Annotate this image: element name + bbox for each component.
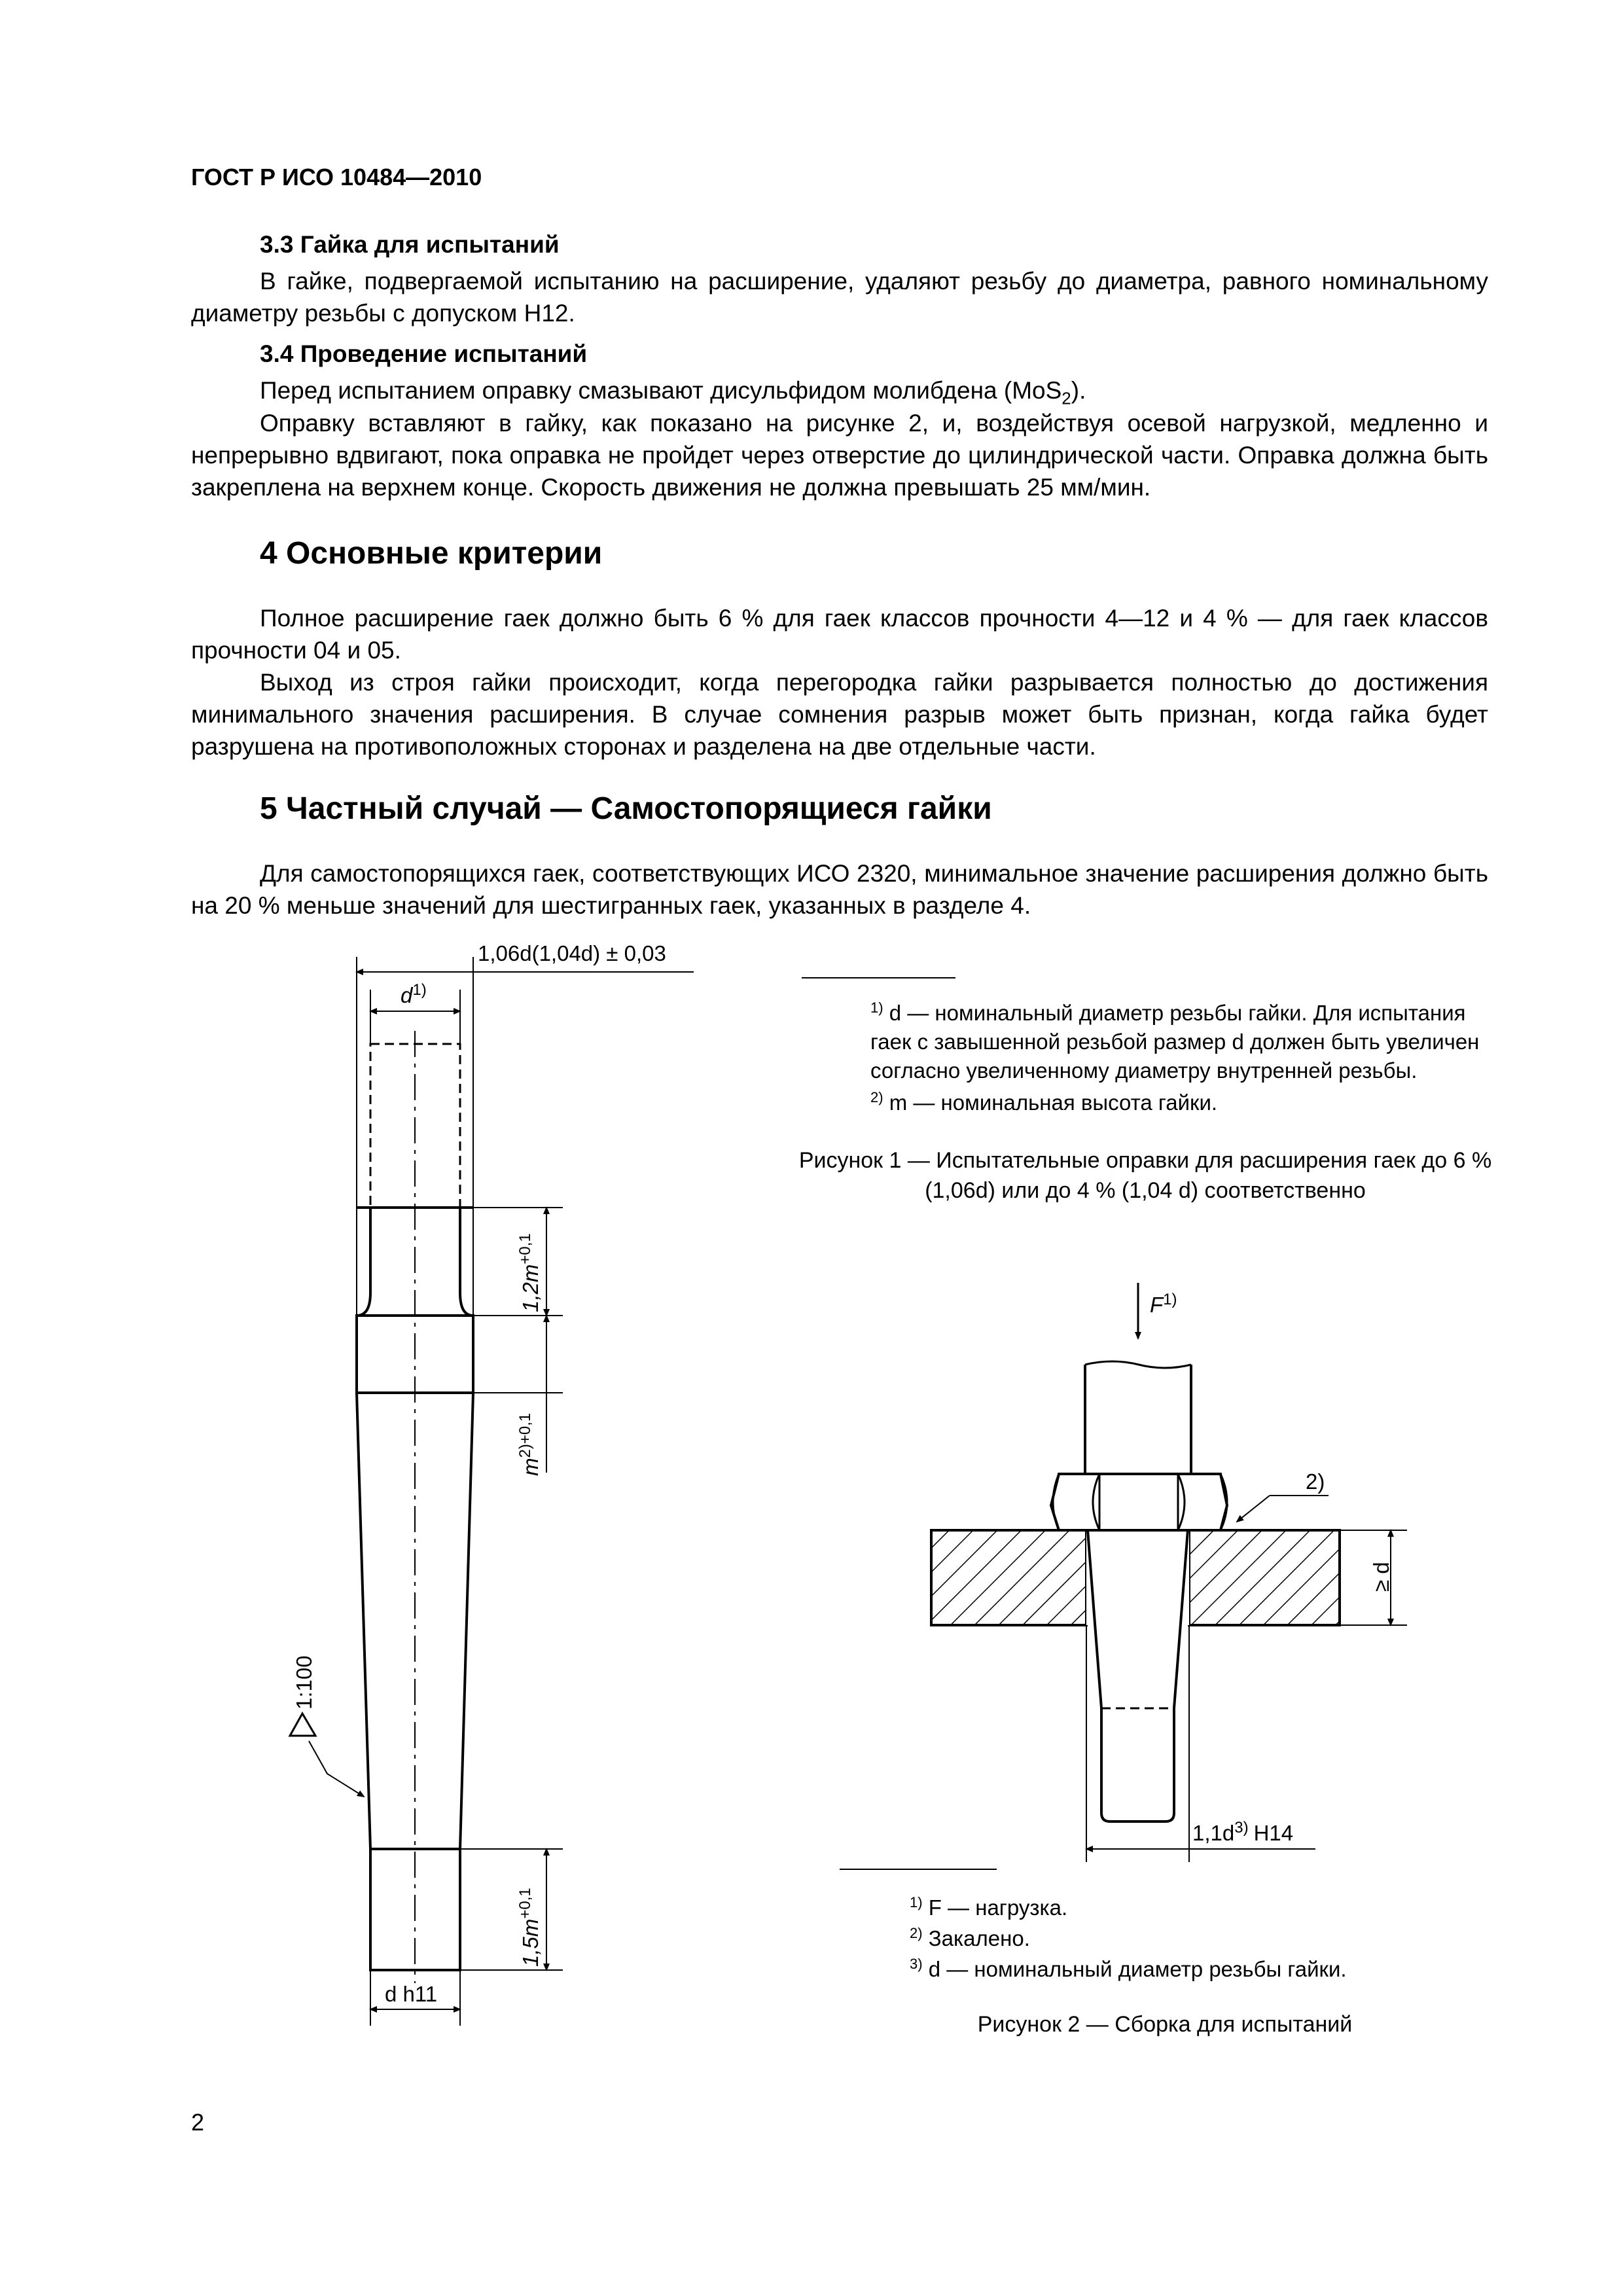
- fig2-dim-thickness: ≥ d: [1369, 1562, 1393, 1592]
- fig1-dim-1-2m: $1,2m^{+0,1}$: [516, 1233, 543, 1312]
- fig2-force-label: $F^{1)}$: [1150, 1291, 1177, 1317]
- figure-1-caption: Рисунок 1 — Испытательные оправки для расширения гаек до 6 % (1,06d) или до 4 % (1,04 d) соответственно: [798, 1148, 1492, 1203]
- section-4-paragraph-2: Выход из строя гайки происходит, когда перегородка гайки разрывается полностью до достижения минимального значения расширения. В случае сомнения разрыв может быть признан, когда гайка будет разрушена на противоположных сторонах и разделена на две отдельные части.: [191, 669, 1488, 760]
- figure-2-footnote-2: $^{2)}$ Закалено.: [910, 1925, 1030, 1950]
- figure-1-footnote-2: $^{2)}$ m — номинальная высота гайки.: [870, 1089, 1218, 1115]
- section-5-paragraph-1: Для самостопорящихся гаек, соответствующих ИСО 2320, минимальное значение расширения должно быть на 20 % меньше значений для шестигранных гаек, указанных в разделе 4.: [191, 860, 1488, 919]
- section-4-title: 4 Основные критерии: [260, 536, 603, 571]
- fig2-callout-2: 2): [1306, 1469, 1325, 1494]
- figure-1-mandrel: [290, 957, 694, 2026]
- section-3-3-text: В гайке, подвергаемой испытанию на расширение, удаляют резьбу до диаметра, равного номинальному диаметру резьбы с допуском H12.: [191, 268, 1488, 327]
- figure-2-footnote-separator: [840, 1869, 997, 1870]
- fig1-taper-label: 1:100: [292, 1655, 316, 1710]
- figure-1-footnote-separator: [802, 977, 955, 978]
- section-3-4-title: 3.4 Проведение испытаний: [260, 340, 588, 367]
- section-3-4-paragraph-1: Перед испытанием оправку смазывают дисульфидом молибдена (MoS$_2$).: [260, 377, 1086, 408]
- figure-2-footnote-1: $^{1)}$ F — нагрузка.: [910, 1894, 1068, 1920]
- page-number: 2: [191, 2109, 205, 2136]
- fig1-dim-1-5m: $1,5m^{+0,1}$: [516, 1888, 543, 1967]
- fig1-dim-top: 1,06d(1,04d) ± 0,03: [478, 941, 666, 965]
- section-3-3-title: 3.3 Гайка для испытаний: [260, 231, 560, 258]
- document-code-header: ГОСТ Р ИСО 10484—2010: [191, 164, 482, 190]
- section-5-title: 5 Частный случай — Самостопорящиеся гайки: [260, 791, 992, 826]
- fig1-dim-bottom: d h11: [385, 1982, 438, 2006]
- figure-1-footnote-1: $^{1)}$ d — номинальный диаметр резьбы гайки. Для испытания гаек с завышенной резьбой размер d должен быть увеличен согласно увеличенному диаметру внутренней резьбы.: [870, 999, 1480, 1083]
- figure-2-caption: Рисунок 2 — Сборка для испытаний: [977, 2012, 1353, 2037]
- figure-2-assembly: [931, 1283, 1407, 1862]
- section-3-4-paragraph-2: Оправку вставляют в гайку, как показано на рисунке 2, и, воздействуя осевой нагрузкой, медленно и непрерывно вдвигают, пока оправка не пройдет через отверстие до цилиндрической части. Оправка должна быть закреплена на верхнем конце. Скорость движения не должна превышать 25 мм/мин.: [191, 410, 1488, 501]
- fig2-dim-hole: $1,1d^{3)}$ H14: [1192, 1819, 1294, 1845]
- fig1-dim-d: $d^{1)}$: [401, 981, 427, 1007]
- section-4-paragraph-1: Полное расширение гаек должно быть 6 % для гаек классов прочности 4—12 и 4 % — для гаек классов прочности 04 и 05.: [191, 605, 1488, 664]
- figure-2-footnote-3: $^{3)}$ d — номинальный диаметр резьбы гайки.: [910, 1956, 1347, 1981]
- fig1-dim-m: $m^{2)}+0,1$: [516, 1412, 543, 1476]
